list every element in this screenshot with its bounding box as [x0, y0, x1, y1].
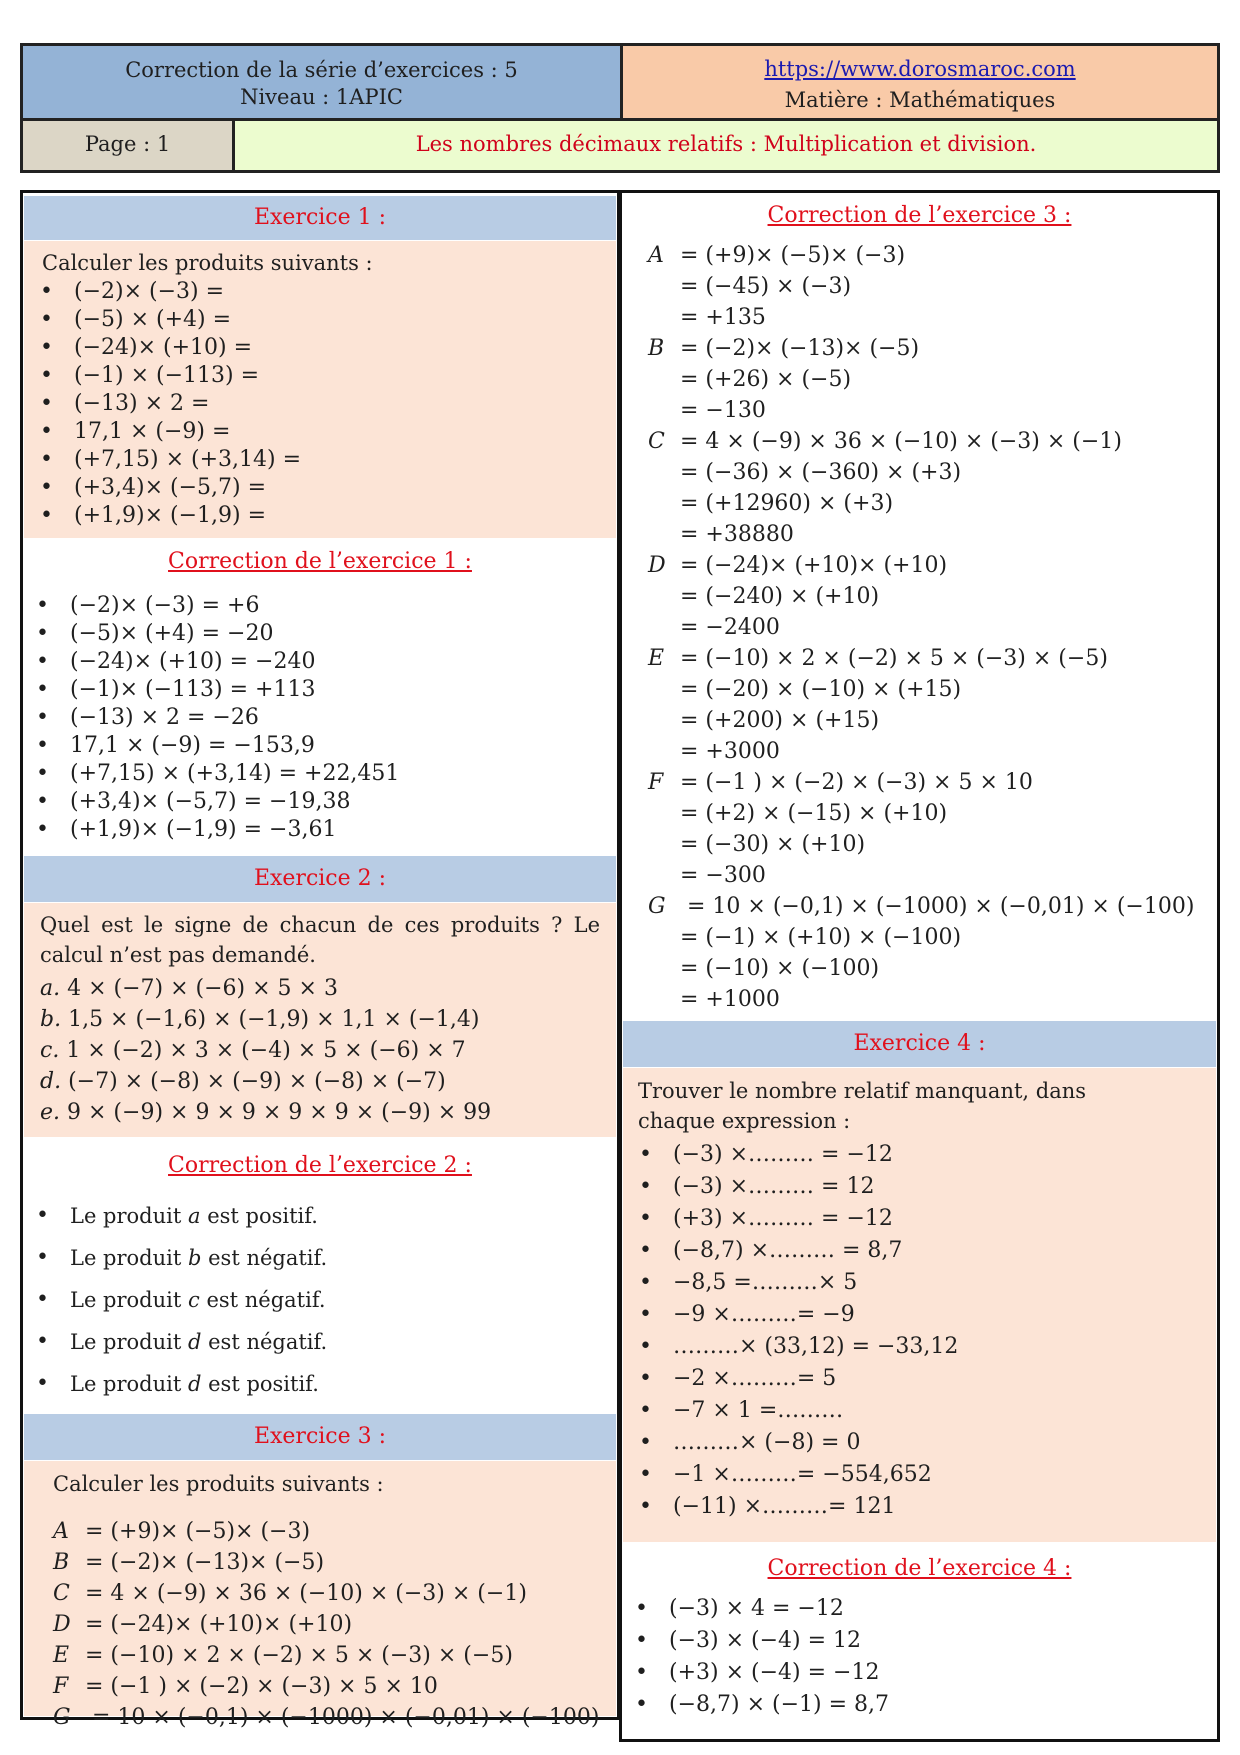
list-item: • 17,1 × (−9) = −153,9: [24, 732, 399, 760]
header-title-cell: [20, 43, 620, 121]
level-label: Niveau : 1APIC: [240, 85, 403, 109]
step-line: B = (−2)× (−13)× (−5): [648, 336, 920, 361]
topic-title: Les nombres décimaux relatifs : Multiplication et division.: [232, 121, 1220, 173]
list-item: • (−24)× (+10) = −240: [24, 648, 399, 676]
list-item: a. 4 × (−7) × (−6) × 5 × 3: [40, 976, 338, 1001]
exercise-2-instruction: Quel est le signe de chacun de ces produits ? Le calcul n’est pas demandé.: [40, 913, 600, 967]
list-item: C = 4 × (−9) × 36 × (−10) × (−3) × (−1): [53, 1581, 527, 1606]
list-item: • (−2)× (−3) =: [28, 278, 301, 306]
list-item: • (+3) × (−4) = −12: [623, 1657, 889, 1689]
correction-3-title: Correction de l’exercice 3 :: [767, 203, 1072, 228]
list-item: • (−8,7) × (−1) = 8,7: [623, 1689, 889, 1721]
list-item: • (+7,15) × (+3,14) = +22,451: [24, 760, 399, 788]
list-item: • (+3) ×……… = −12: [627, 1203, 958, 1235]
site-link[interactable]: https://www.dorosmaroc.com: [764, 57, 1076, 81]
list-item: • (−13) × 2 =: [28, 390, 301, 418]
list-item: F = (−1 ) × (−2) × (−3) × 5 × 10: [53, 1674, 438, 1699]
step-line: = −130: [680, 398, 766, 423]
exercise-4-box: [623, 1068, 1216, 1542]
exercise-3-box: [24, 1461, 616, 1730]
series-title: Correction de la série d’exercices : 5: [125, 58, 518, 82]
exercise-1-box: [24, 241, 616, 538]
correction-4-list: [623, 1593, 889, 1721]
list-item: • (+1,9)× (−1,9) =: [28, 502, 301, 530]
list-item: • (−3) ×……… = 12: [627, 1171, 958, 1203]
step-line: = (−36) × (−360) × (+3): [680, 460, 962, 485]
list-item: b. 1,5 × (−1,6) × (−1,9) × 1,1 × (−1,4): [40, 1007, 480, 1032]
list-item: G = 10 × (−0,1) × (−1000) × (−0,01) × (−100): [53, 1705, 600, 1730]
list-item: • −8,5 =………× 5: [627, 1267, 958, 1299]
step-line: = (−45) × (−3): [680, 274, 852, 299]
step-line: D = (−24)× (+10)× (+10): [648, 553, 948, 578]
correction-1-list: [24, 592, 399, 844]
step-line: A = (+9)× (−5)× (−3): [648, 243, 906, 268]
step-line: = −300: [680, 863, 766, 888]
list-item: • (−5)× (+4) = −20: [24, 620, 399, 648]
correction-3-steps: [648, 240, 1194, 1015]
exercise-3-title: Exercice 3 :: [24, 1414, 616, 1460]
list-item: • ………× (−8) = 0: [627, 1427, 958, 1459]
correction-1-title: Correction de l’exercice 1 :: [168, 549, 472, 574]
exercise-1-title: Exercice 1 :: [24, 196, 616, 240]
step-line: F = (−1 ) × (−2) × (−3) × 5 × 10: [648, 770, 1033, 795]
step-line: = +135: [680, 305, 766, 330]
list-item: • (+1,9)× (−1,9) = −3,61: [24, 816, 399, 844]
step-line: C = 4 × (−9) × 36 × (−10) × (−3) × (−1): [648, 429, 1122, 454]
correction-4-title: Correction de l’exercice 4 :: [767, 1556, 1072, 1581]
list-item: D = (−24)× (+10)× (+10): [53, 1612, 353, 1637]
header-site-cell: [620, 43, 1220, 121]
list-item: • ………× (33,12) = −33,12: [627, 1331, 958, 1363]
list-item: d. (−7) × (−8) × (−9) × (−8) × (−7): [40, 1069, 446, 1094]
step-line: = (−10) × (−100): [680, 956, 880, 981]
list-item: • Le produit a est positif.: [24, 1195, 327, 1237]
correction-2-title: Correction de l’exercice 2 :: [168, 1153, 472, 1178]
list-item: • (−3) ×……… = −12: [627, 1139, 958, 1171]
list-item: A = (+9)× (−5)× (−3): [53, 1519, 311, 1544]
list-item: • (−3) × 4 = −12: [623, 1593, 889, 1625]
exercise-4-list: [627, 1139, 958, 1523]
list-item: • Le produit d est positif.: [24, 1363, 327, 1405]
exercise-3-items: [53, 1516, 599, 1733]
list-item: • (−3) × (−4) = 12: [623, 1625, 889, 1657]
exercise-4-title: Exercice 4 :: [623, 1021, 1216, 1067]
subject-label: Matière : Mathématiques: [784, 88, 1056, 112]
step-line: = +38880: [680, 522, 794, 547]
list-item: • (−11) ×………= 121: [627, 1491, 958, 1523]
step-line: = (+2) × (−15) × (+10): [680, 801, 948, 826]
list-item: • (+3,4)× (−5,7) =: [28, 474, 301, 502]
step-line: E = (−10) × 2 × (−2) × 5 × (−3) × (−5): [648, 646, 1108, 671]
list-item: • (+3,4)× (−5,7) = −19,38: [24, 788, 399, 816]
step-line: = +3000: [680, 739, 780, 764]
exercise-3-instruction: Calculer les produits suivants :: [53, 1472, 384, 1496]
list-item: • (−13) × 2 = −26: [24, 704, 399, 732]
exercise-2-items: [40, 973, 491, 1128]
list-item: • Le produit d est négatif.: [24, 1321, 327, 1363]
list-item: • (−5) × (+4) =: [28, 306, 301, 334]
list-item: E = (−10) × 2 × (−2) × 5 × (−3) × (−5): [53, 1643, 513, 1668]
list-item: e. 9 × (−9) × 9 × 9 × 9 × 9 × (−9) × 99: [40, 1100, 492, 1125]
exercise-1-list: [28, 278, 301, 530]
step-line: = (−30) × (+10): [680, 832, 866, 857]
step-line: = (+200) × (+15): [680, 708, 880, 733]
step-line: = (−240) × (+10): [680, 584, 880, 609]
list-item: • (+7,15) × (+3,14) =: [28, 446, 301, 474]
list-item: • Le produit c est négatif.: [24, 1279, 327, 1321]
list-item: • (−8,7) ×……… = 8,7: [627, 1235, 958, 1267]
step-line: = (−1) × (+10) × (−100): [680, 925, 962, 950]
list-item: • 17,1 × (−9) =: [28, 418, 301, 446]
list-item: • −9 ×………= −9: [627, 1299, 958, 1331]
list-item: • (−1) × (−113) =: [28, 362, 301, 390]
step-line: = (−20) × (−10) × (+15): [680, 677, 962, 702]
step-line: = +1000: [680, 987, 780, 1012]
list-item: c. 1 × (−2) × 3 × (−4) × 5 × (−6) × 7: [40, 1038, 466, 1063]
exercise-2-box: [24, 903, 616, 1137]
step-line: G = 10 × (−0,1) × (−1000) × (−0,01) × (−100): [648, 894, 1195, 919]
correction-2-list: [24, 1195, 327, 1405]
list-item: • −7 × 1 =………: [627, 1395, 958, 1427]
page-number: Page : 1: [20, 121, 232, 173]
step-line: = −2400: [680, 615, 780, 640]
list-item: • −2 ×………= 5: [627, 1363, 958, 1395]
list-item: • (−24)× (+10) =: [28, 334, 301, 362]
step-line: = (+12960) × (+3): [680, 491, 894, 516]
list-item: B = (−2)× (−13)× (−5): [53, 1550, 325, 1575]
exercise-4-instruction: Trouver le nombre relatif manquant, dans chaque expression :: [638, 1079, 1087, 1133]
step-line: = (+26) × (−5): [680, 367, 852, 392]
exercise-2-title: Exercice 2 :: [24, 856, 616, 902]
list-item: • Le produit b est négatif.: [24, 1237, 327, 1279]
list-item: • −1 ×………= −554,652: [627, 1459, 958, 1491]
list-item: • (−2)× (−3) = +6: [24, 592, 399, 620]
list-item: • (−1)× (−113) = +113: [24, 676, 399, 704]
exercise-1-instruction: Calculer les produits suivants :: [42, 251, 373, 275]
